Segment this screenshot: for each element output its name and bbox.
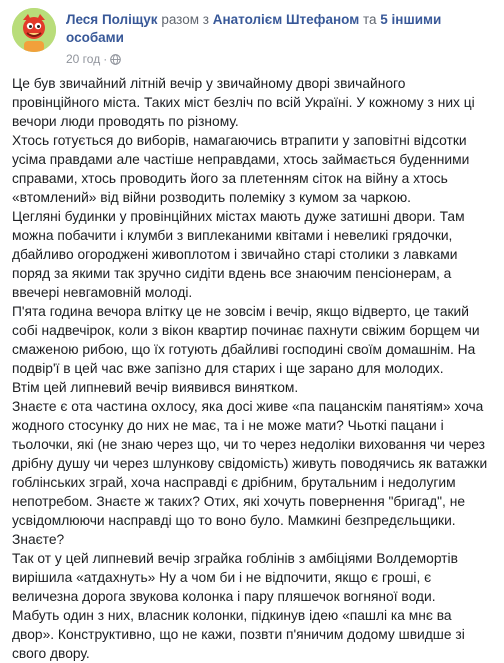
post-attribution [66, 11, 494, 47]
post-paragraph: Це був звичайний літній вечір у звичайному дворі звичайного провінційного міста. Таких міст безліч по всій Україні. У кожному з них ці вечори люди проводять по різному. [12, 76, 475, 129]
author-avatar[interactable] [12, 8, 56, 52]
post-paragraph: Мабуть один з них, власник колонки, підкинув ідею «пашлі ка мнє ва двор». Конструктивно, що не кажи, позвти п'яничим додому швидше зі свого двору. [12, 608, 465, 661]
cartoon-avatar-icon [12, 8, 56, 52]
post-paragraph: Втім цей липневий вечір виявився винятком. [12, 380, 299, 395]
tagged-person-link[interactable]: Анатолієм Штефаном [212, 12, 360, 27]
others-link[interactable]: 5 іншими особами [66, 12, 442, 45]
globe-icon[interactable] [110, 54, 121, 65]
with-prefix: разом з [161, 12, 209, 27]
post-body [12, 74, 496, 663]
meta-separator: · [103, 52, 108, 66]
post-paragraph: Цегляні будинки у провінційних містах мають дуже затишні двори. Там можна побачити і клумби з виплеканими квітами і невеликі грядочки, дбайливо огороджені живоплотом і звичайно старі столики з лавками поряд за якими так зручно сидіти вдень все знаючим пенсіонерам, а ввечері невгамовній молоді. [12, 209, 465, 300]
post-paragraph: Хтось готується до виборів, намагаючись втрапити у заповітні відсотки усіма правдами але частіше неправдами, хтось займається буденними справами, хтось проводить його за плетенням сіток на війну а хтось «втомлений» від війни розводить полеміку з кумом за чаркою. [12, 133, 470, 205]
post-header [12, 8, 494, 64]
post-paragraph: П'ята година вечора влітку це не зовсім і вечір, якщо відверто, це такий собі надвечірок, коли з вікон квартир починає пахнути свіжим борщем чи смаженою рибою, що їх готують дбайливі господині своїм домашнім. На подвір'ї в цей час вже запізно для старих і ще зарано для молодих. [12, 304, 480, 376]
author-name-link[interactable]: Леся Поліщук [66, 12, 158, 27]
post-paragraph: Знаєте є ота частина охлосу, яка досі живе «па пацанскім панятіям» хоча жодного стосунку до них не має, та і не може мати? Чьоткі пацани і тьолочки, які (не знаю через що, чи то через недоліки виховання чи через дрібну душу чи через шлункову свідомість) живуть поводячись як ватажки гоблінських зграй, хоча насправді є дрібним, брутальним і недолугим непотребом. Знаєте ж таких? Отих, які хочуть повернення "бригад", не усвідомлюючи насправді що то воно було. Мамкині безпредєльщики. Знаєте? [12, 399, 488, 547]
post-meta [66, 51, 121, 67]
post-paragraph: Так от у цей липневий вечір зграйка гоблінів з амбіціями Волдемортів вирішила «атдахнуть» Ну а чом би і не відпочити, якщо є гроші, є величезна дорога звукова колонка і пару пляшечок вогняної води. [12, 551, 458, 604]
post-timestamp[interactable]: 20 год [66, 52, 101, 66]
and-text: та [362, 12, 377, 27]
